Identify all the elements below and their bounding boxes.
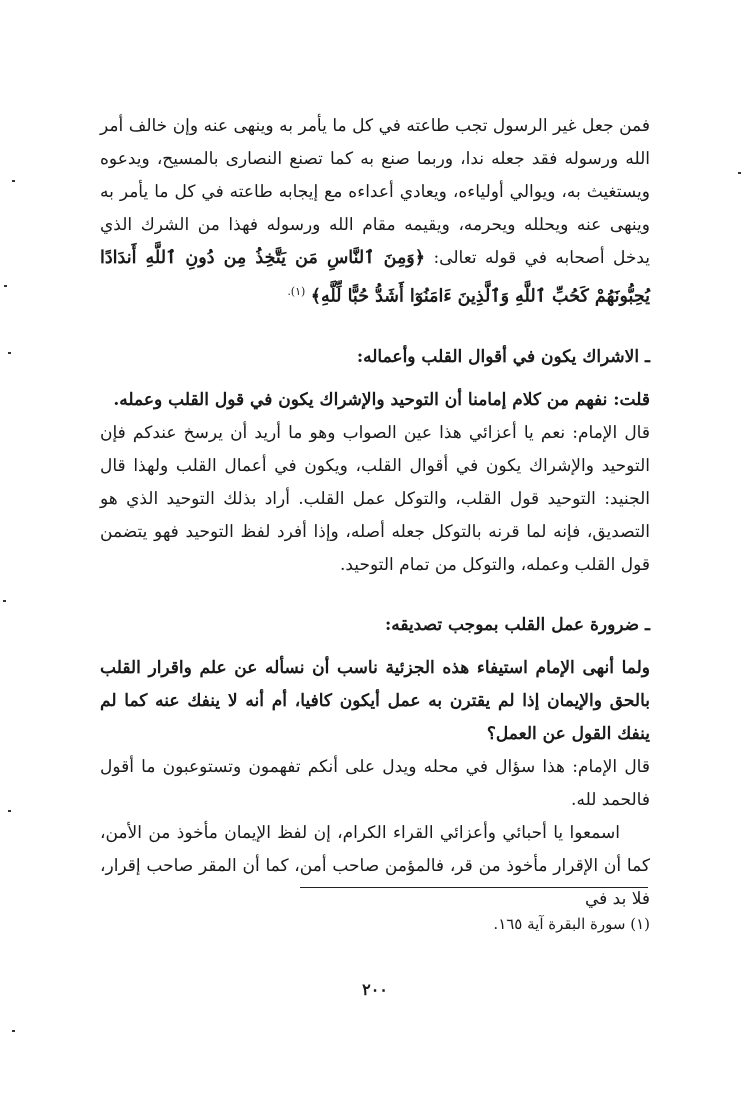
answer-paragraph-2: قال الإمام: هذا سؤال في محله ويدل على أنكم تفهمون وتستوعبون ما أقول فالحمد لله. — [100, 756, 650, 810]
continuation-paragraph: اسمعوا يا أحبائي وأعزائي القراء الكرام، إن لفظ الإيمان مأخوذ من الأمن، كما أن الإقرار مأخوذ من قر، فالمؤمن صاحب أمن، كما أن المقر صاحب إقرار، فلا بد في — [100, 822, 650, 909]
answer-paragraph-1: قال الإمام: نعم يا أعزائي هذا عين الصواب وهو ما أريد أن يرسخ عندكم فإن التوحيد والإشراك يكون في أقوال القلب، ويكون في أعمال القلب ولهذا قال الجنيد: التوحيد قول القلب، والتوكل عمل القلب. أراد بذلك التوحيد الذي هو التصديق، فإنه لما قرنه بالتوكل جعله أصله، وإذا أفرد لفظ التوحيد فهو يتضمن قول القلب وعمله، والتوكل من تمام التوحيد. — [100, 422, 650, 575]
question-paragraph-2: ولما أنهى الإمام استيفاء هذه الجزئية ناسب أن نسأله عن علم واقرار القلب بالحق والإيمان إذا لم يقترن به عمل أيكون كافيا، أم أنه لا ينفك عنه كما لم ينفك القول عن العمل؟ — [100, 657, 650, 744]
footnote-ref: (١). — [287, 285, 306, 298]
scan-mark — [12, 1030, 15, 1032]
section-heading-shirk: ـ الاشراك يكون في أقوال القلب وأعماله: — [356, 346, 650, 367]
quran-verse: ﴿وَمِنَ ٱلنَّاسِ مَن يَتَّخِذُ مِن دُونِ ٱللَّهِ أَندَادًا يُحِبُّونَهُمْ كَحُبِّ ٱللَّهِ وَٱلَّذِينَ ءَامَنُوٓا أَشَدُّ حُبًّا لِّلَّهِ﴾ — [100, 248, 650, 307]
scan-mark — [3, 600, 6, 602]
scan-mark — [8, 352, 11, 354]
scan-mark — [738, 172, 741, 174]
question-paragraph-1: قلت: نفهم من كلام إمامنا أن التوحيد والإشراك يكون في قول القلب وعمله. — [113, 389, 650, 410]
scan-mark — [8, 810, 11, 812]
footnote: (١) سورة البقرة آية ١٦٥. — [493, 915, 650, 933]
section-heading-heart-action: ـ ضرورة عمل القلب بموجب تصديقه: — [384, 614, 650, 635]
page-body — [100, 110, 650, 916]
scan-mark — [4, 285, 7, 287]
intro-paragraph — [100, 110, 650, 314]
intro-text: فمن جعل غير الرسول تجب طاعته في كل ما يأمر به وينهى عنه وإن خالف أمر الله ورسوله فقد جعله ندا، وربما صنع به كما تصنع النصارى بالمسيح، ويدعوه ويستغيث به، ويوالي أولياءه، ويعادي أعداءه مع إيجابه طاعته في كل ما يأمر به وينهى عنه ويحلله ويحرمه، ويقيمه مقام الله ورسوله فهذا من الشرك الذي يدخل أصحابه في قوله تعالى: — [100, 116, 651, 268]
page-number: ٢٠٠ — [362, 980, 388, 999]
scan-mark — [12, 180, 15, 182]
footnote-divider — [300, 887, 648, 888]
